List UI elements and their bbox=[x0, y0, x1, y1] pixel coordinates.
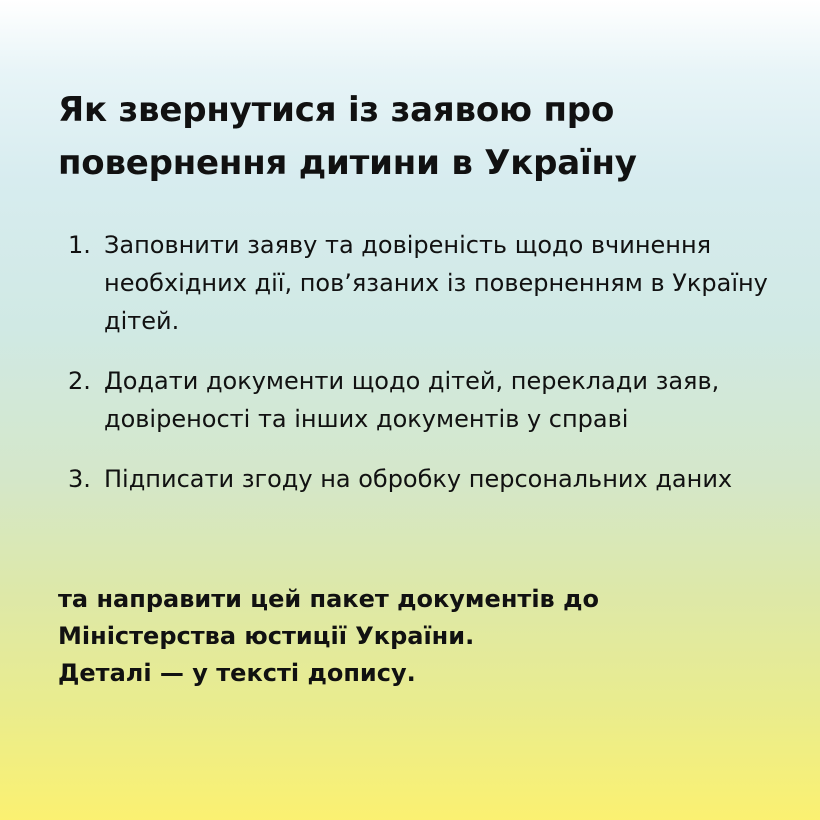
step-number: 1. bbox=[68, 231, 91, 259]
step-text: Заповнити заяву та довіреність щодо вчинення необхідних дії, пов’язаних із поверненням в Україну дітей. bbox=[104, 231, 768, 335]
page-title: Як звернутися із заявою про повернення дитини в Україну bbox=[58, 90, 637, 183]
step-number: 2. bbox=[68, 367, 91, 395]
footer-note bbox=[58, 581, 778, 692]
step-number: 3. bbox=[68, 465, 91, 493]
list-item bbox=[68, 226, 788, 340]
footer-line: та направити цей пакет документів до bbox=[58, 585, 599, 613]
footer-line: Деталі — у тексті допису. bbox=[58, 659, 416, 687]
step-text: Додати документи щодо дітей, переклади заяв, довіреності та інших документів у справі bbox=[104, 367, 720, 433]
footer-line: Міністерства юстиції України. bbox=[58, 622, 475, 650]
steps-list bbox=[68, 226, 788, 520]
list-item bbox=[68, 362, 788, 438]
step-text: Підписати згоду на обробку персональних даних bbox=[104, 465, 733, 493]
list-item bbox=[68, 460, 788, 498]
